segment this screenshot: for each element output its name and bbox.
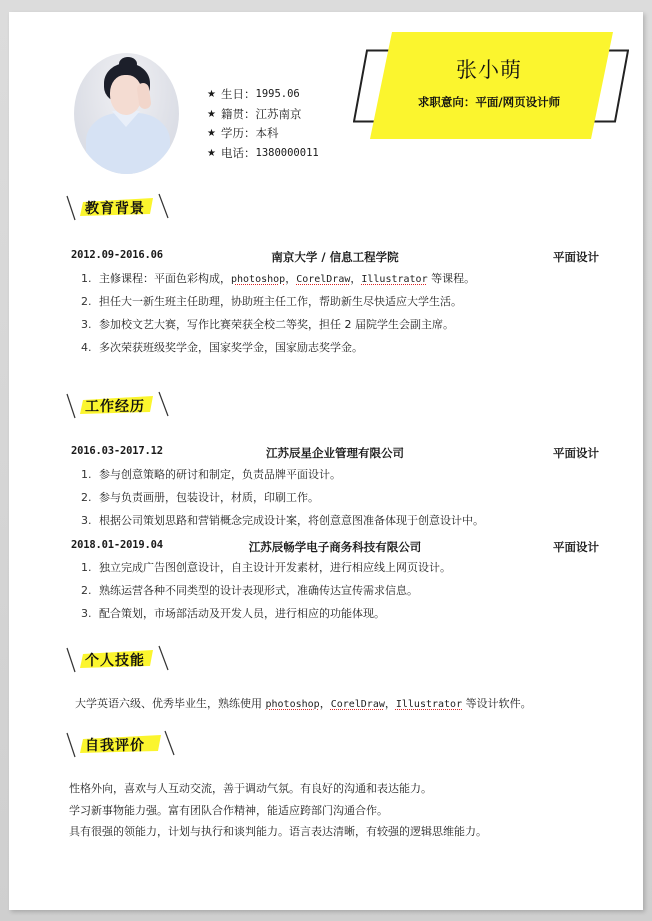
entry-role: 平面设计 [553,446,599,460]
list-item [81,267,475,290]
list-item [81,463,484,486]
entry-organization: 南京大学 / 信息工程学院 [271,250,399,264]
work-items [81,556,451,625]
item-text: 熟练运营各种不同类型的设计表现形式，准确传达宣传需求信息。 [99,584,418,597]
item-text: 多次荣获班级奖学金，国家奖学金，国家励志奖学金。 [99,341,363,354]
list-item [81,579,451,602]
personal-info [207,85,319,163]
education-entry-header [71,249,599,267]
skills-text-part: 等设计软件。 [462,697,532,710]
section-title-education [65,190,175,226]
list-item [81,313,475,336]
header-yellow-parallelogram [370,32,613,139]
separator: ， [319,697,331,710]
star-icon: ★ [207,147,216,159]
item-text: 根据公司策划思路和营销概念完成设计案，将创意意图准备体现于创意设计中。 [99,514,484,527]
education-items [81,267,475,359]
section-title-label: 自我评价 [85,738,145,754]
list-item [81,602,451,625]
entry-date: 2016.03-2017.12 [71,445,163,457]
list-item [81,556,451,579]
item-text: 担任大一新生班主任助理，协助班主任工作，帮助新生尽快适应大学生活。 [99,295,462,308]
star-icon: ★ [207,108,216,120]
section-title-label: 教育背景 [85,201,145,217]
separator: ， [350,272,362,285]
work-items [81,463,484,532]
info-key: 电话： [221,145,256,160]
info-row-education [207,124,319,144]
entry-organization: 江苏辰畅学电子商务科技有限公司 [248,540,422,554]
software-name: CorelDraw [330,699,385,710]
list-item [81,486,484,509]
candidate-name: 张小萌 [456,58,522,82]
star-icon: ★ [207,128,216,139]
item-text: 独立完成广告图创意设计，自主设计开发素材，进行相应线上网页设计。 [99,561,451,574]
item-text: 配合策划，市场部活动及开发人员，进行相应的功能体现。 [99,607,385,620]
item-number: 2. [81,491,92,504]
info-key: 生日： [221,87,256,101]
item-number: 1. [81,561,92,574]
software-name: photoshop [231,274,286,285]
item-text: 等课程。 [427,272,476,285]
self-evaluation-text [69,778,487,843]
software-name: Illustrator [361,274,428,285]
item-number: 2. [81,295,92,308]
item-number: 3. [81,318,92,331]
info-row-phone [207,144,319,164]
item-number: 2. [81,584,92,597]
job-objective: 求职意向：平面/网页设计师 [417,95,561,109]
info-row-hometown [207,105,319,125]
separator: ， [285,272,297,285]
section-title-label: 个人技能 [85,653,145,669]
info-value: 1380000011 [255,146,319,159]
entry-role: 平面设计 [553,540,599,554]
item-text: 参与创意策略的研讨和制定，负责品牌平面设计。 [99,468,341,481]
info-value: 本科 [255,126,279,140]
info-value: 1995.06 [255,88,300,100]
evaluation-line: 性格外向，喜欢与人互动交流，善于调动气氛。有良好的沟通和表达能力。 [69,782,432,795]
info-row-birthday [207,85,319,105]
star-icon: ★ [207,89,216,100]
evaluation-line: 学习新事物能力强。富有团队合作精神，能适应跨部门沟通合作。 [69,803,388,817]
software-name: Illustrator [395,699,463,710]
entry-date: 2012.09-2016.06 [71,249,163,261]
item-number: 1. [81,272,92,285]
software-name: photoshop [265,699,320,710]
item-text: 参加校文艺大赛，写作比赛荣获全校二等奖，担任 2 届院学生会副主席。 [99,318,454,331]
evaluation-line: 具有很强的领能力，计划与执行和谈判能力。语言表达清晰，有较强的逻辑思维能力。 [69,825,487,838]
info-value: 江苏南京 [255,106,302,121]
software-name: CorelDraw [296,274,351,285]
section-title-work [65,388,175,424]
section-title-skills [65,642,175,678]
list-item [81,509,484,532]
section-title-self-evaluation [65,727,175,763]
list-item [81,290,475,313]
entry-role: 平面设计 [553,250,599,264]
skills-text [75,695,532,711]
photo-hair-bun [119,57,137,71]
item-text: 参与负责画册，包装设计，材质，印刷工作。 [99,491,319,504]
item-text: 主修课程：平面色彩构成， [99,272,231,285]
item-number: 1. [81,468,92,481]
info-key: 籍贯： [221,106,256,121]
item-number: 3. [81,607,92,620]
list-item [81,336,475,359]
entry-organization: 江苏辰星企业管理有限公司 [266,446,404,460]
work-entry-header [71,539,599,557]
resume-page [9,12,643,910]
profile-photo [74,53,179,174]
info-key: 学历： [221,126,256,140]
work-entry-header [71,445,599,463]
item-number: 4. [81,341,92,354]
separator: ， [384,697,396,710]
entry-date: 2018.01-2019.04 [71,539,163,551]
section-title-label: 工作经历 [85,399,145,415]
skills-text-part: 大学英语六级、优秀毕业生，熟练使用 [75,697,266,710]
item-number: 3. [81,514,92,527]
